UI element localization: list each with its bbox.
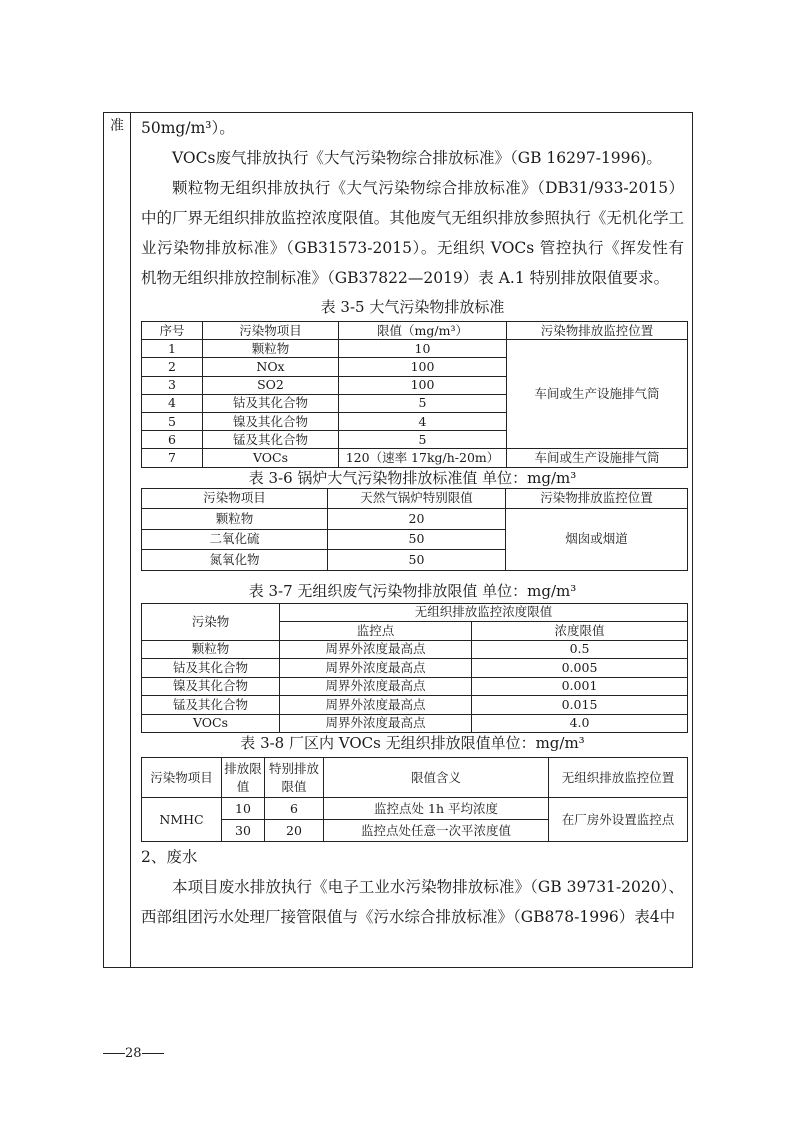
table-cell: 周界外浓度最高点 — [280, 714, 472, 733]
table-header-cell: 污染物项目 — [203, 322, 339, 340]
table-cell: 10 — [339, 340, 507, 358]
table-cell: 120（速率 17kg/h-20m） — [339, 449, 507, 467]
page-number-text: 28 — [125, 1046, 142, 1061]
table-cell-location: 在厂房外设置监控点 — [549, 798, 688, 842]
table-cell: 周界外浓度最高点 — [280, 696, 472, 715]
table-cell: 钴及其化合物 — [142, 659, 280, 678]
table-header-cell: 污染物 — [142, 603, 280, 640]
table-cell: 5 — [339, 431, 507, 449]
table-3-5 — [141, 321, 688, 468]
table-row — [142, 509, 688, 530]
table-header-cell: 无组织排放监控浓度限值 — [280, 603, 688, 622]
table-header-cell: 限值含义 — [324, 758, 549, 798]
table-header-cell: 特别排放限值 — [265, 758, 324, 798]
table-cell: VOCs — [142, 714, 280, 733]
paragraph-0: 50mg/m³）。 — [141, 119, 235, 137]
content-frame — [103, 112, 693, 968]
table-3-6-caption: 表 3-6 锅炉大气污染物排放标准值 单位：mg/m³ — [248, 468, 577, 487]
table-header-cell: 无组织排放监控位置 — [549, 758, 688, 798]
table-cell: 二氧化硫 — [142, 529, 328, 550]
table-row — [142, 659, 688, 678]
table-cell: 周界外浓度最高点 — [280, 640, 472, 659]
table-header-cell: 污染物排放监控位置 — [506, 488, 688, 509]
table-cell-location: 烟囱或烟道 — [506, 509, 688, 571]
table-cell: 镍及其化合物 — [142, 677, 280, 696]
table-cell: SO2 — [203, 376, 339, 394]
table-cell: 20 — [328, 509, 506, 530]
table-cell: VOCs — [203, 449, 339, 467]
table-header-cell: 污染物排放监控位置 — [507, 322, 688, 340]
section-heading: 2、废水 — [141, 848, 198, 866]
paragraph-1: VOCs废气排放执行《大气污染物综合排放标准》（GB 16297-1996)。 — [172, 149, 662, 167]
page-number — [103, 1046, 164, 1061]
table-cell: 0.5 — [472, 640, 688, 659]
table-cell: 6 — [265, 798, 324, 820]
table-cell: 3 — [142, 376, 203, 394]
table-header-cell: 天然气锅炉特别限值 — [328, 488, 506, 509]
table-header-cell: 限值（mg/m³） — [339, 322, 507, 340]
table-3-7-caption: 表 3-7 无组织废气污染物排放限值 单位：mg/m³ — [248, 581, 577, 600]
table-3-8-caption: 表 3-8 厂区内 VOCs 无组织排放限值单位：mg/m³ — [240, 734, 585, 752]
table-cell: 30 — [222, 820, 265, 842]
table-cell: 6 — [142, 431, 203, 449]
table-cell: 4 — [142, 394, 203, 412]
table-cell: NOx — [203, 358, 339, 376]
table-header-cell: 浓度限值 — [472, 622, 688, 641]
table-cell: 7 — [142, 449, 203, 467]
table-cell: 100 — [339, 376, 507, 394]
table-row — [142, 696, 688, 715]
table-cell: 20 — [265, 820, 324, 842]
table-cell: 监控点处任意一次平浓度值 — [324, 820, 549, 842]
table-row — [142, 640, 688, 659]
table-cell: 5 — [142, 412, 203, 430]
table-cell: 镍及其化合物 — [203, 412, 339, 430]
table-cell: 50 — [328, 550, 506, 571]
table-row — [142, 714, 688, 733]
table-3-5-caption: 表 3-5 大气污染物排放标准 — [320, 298, 505, 316]
table-row — [142, 677, 688, 696]
page-number-dash-right — [142, 1053, 164, 1054]
table-cell: 10 — [222, 798, 265, 820]
table-cell: 氮氧化物 — [142, 550, 328, 571]
side-label-column — [104, 113, 131, 967]
table-3-8 — [141, 757, 688, 842]
table-header-cell: 污染物项目 — [142, 758, 222, 798]
table-row — [142, 798, 688, 820]
table-row — [142, 449, 688, 467]
table-header-cell: 监控点 — [280, 622, 472, 641]
table-cell: 0.001 — [472, 677, 688, 696]
table-cell: 锰及其化合物 — [203, 431, 339, 449]
table-header-cell: 序号 — [142, 322, 203, 340]
table-cell: 周界外浓度最高点 — [280, 677, 472, 696]
table-3-6 — [141, 488, 688, 571]
table-cell: 0.015 — [472, 696, 688, 715]
table-3-7 — [141, 603, 688, 734]
table-cell: 颗粒物 — [203, 340, 339, 358]
table-cell: 锰及其化合物 — [142, 696, 280, 715]
content-cell — [131, 113, 692, 967]
page-number-dash-left — [103, 1053, 125, 1054]
table-row — [142, 340, 688, 358]
table-cell: 1 — [142, 340, 203, 358]
table-cell: 4.0 — [472, 714, 688, 733]
table-cell: 5 — [339, 394, 507, 412]
paragraph-2: 颗粒物无组织排放执行《大气污染物综合排放标准》（DB31/933-2015）中的厂界无组织排放监控浓度限值。其他废气无组织排放参照执行《无机化学工业污染物排放标准》（GB31573-2015）。无组织 VOCs 管控执行《挥发性有机物无组织排放控制标准》（GB37822—2019）表 A.1 特别排放限值要求。 — [141, 179, 684, 287]
table-cell: 监控点处 1h 平均浓度 — [324, 798, 549, 820]
table-cell: 4 — [339, 412, 507, 430]
table-cell-location: 车间或生产设施排气筒 — [507, 449, 688, 467]
table-cell: 钴及其化合物 — [203, 394, 339, 412]
section-paragraph: 本项目废水排放执行《电子工业水污染物排放标准》（GB 39731-2020）、西部组团污水处理厂接管限值与《污水综合排放标准》（GB878-1996）表4中 — [141, 878, 684, 926]
side-label: 准 — [110, 118, 124, 134]
table-cell: 周界外浓度最高点 — [280, 659, 472, 678]
table-cell: 颗粒物 — [142, 509, 328, 530]
table-header-cell: 排放限值 — [222, 758, 265, 798]
table-cell: 100 — [339, 358, 507, 376]
table-cell: 50 — [328, 529, 506, 550]
table-cell: 颗粒物 — [142, 640, 280, 659]
table-header-cell: 污染物项目 — [142, 488, 328, 509]
table-cell: 0.005 — [472, 659, 688, 678]
table-cell-location: 车间或生产设施排气筒 — [507, 340, 688, 449]
table-cell: 2 — [142, 358, 203, 376]
table-cell-pollutant: NMHC — [142, 798, 222, 842]
